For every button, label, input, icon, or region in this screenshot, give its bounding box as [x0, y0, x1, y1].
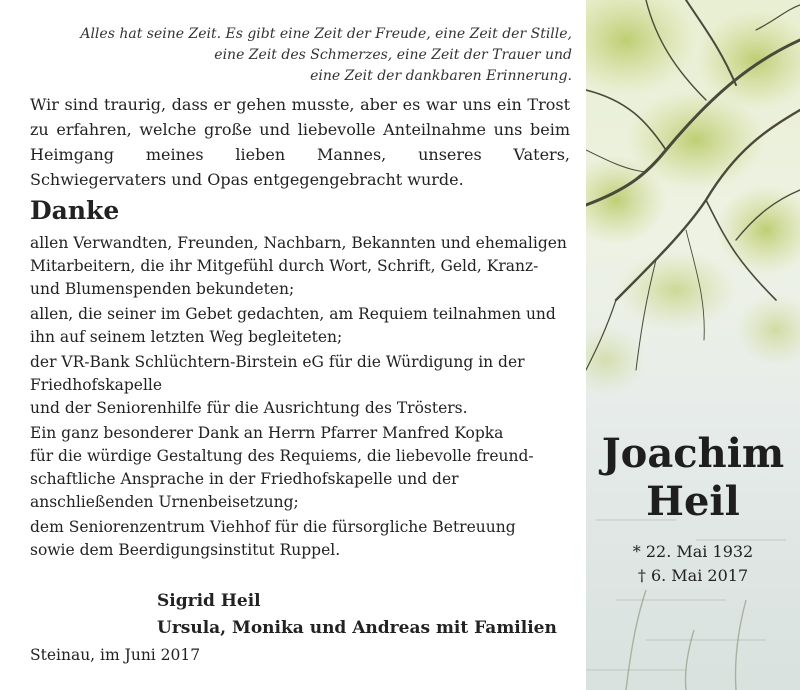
- thanks-line: dem Seniorenzentrum Viehhof für die fürsorgliche Betreuung: [30, 518, 516, 536]
- deceased-first-name: Joachim: [601, 430, 785, 477]
- tree-lake-image: [586, 0, 800, 690]
- thanks-list: [30, 232, 580, 564]
- thanks-paragraph: [30, 516, 580, 562]
- thanks-line: schaftliche Ansprache in der Friedhofskapelle und der: [30, 470, 459, 488]
- thanks-line: für die würdige Gestaltung des Requiems, die liebevolle freund-: [30, 447, 534, 465]
- place-date: Steinau, im Juni 2017: [30, 646, 201, 664]
- thanks-line: Ein ganz besonderer Dank an Herrn Pfarrer Manfred Kopka: [30, 424, 504, 442]
- thanks-heading: Danke: [30, 196, 120, 225]
- quote-line: Alles hat seine Zeit. Es gibt eine Zeit der Freude, eine Zeit der Stille,: [80, 26, 572, 42]
- thanks-line: und Blumenspenden bekundeten;: [30, 280, 295, 298]
- signature-line: Ursula, Monika und Andreas mit Familien: [157, 618, 557, 638]
- signature-line: Sigrid Heil: [157, 591, 261, 611]
- death-date: † 6. Mai 2017: [637, 566, 749, 585]
- thanks-line: sowie dem Beerdigungsinstitut Ruppel.: [30, 541, 341, 559]
- thanks-line: der VR-Bank Schlüchtern-Birstein eG für die Würdigung in der: [30, 353, 525, 371]
- quote: [32, 24, 572, 87]
- intro-paragraph: Wir sind traurig, dass er gehen musste, aber es war uns ein Trost zu erfahren, welche große und liebevolle Anteilnahme uns beim Heimgang meines lieben Mannes, unseres Vaters, Schwiegervaters und Opas entgegengebracht wurde.: [30, 95, 570, 189]
- birth-date: * 22. Mai 1932: [632, 542, 754, 561]
- thanks-line: ihn auf seinem letzten Weg begleiteten;: [30, 328, 343, 346]
- thanks-paragraph: [30, 232, 580, 301]
- deceased-last-name: Heil: [646, 478, 740, 525]
- quote-line: eine Zeit der dankbaren Erinnerung.: [310, 68, 572, 84]
- thanks-line: allen, die seiner im Gebet gedachten, am Requiem teilnahmen und: [30, 305, 556, 323]
- thanks-paragraph: [30, 422, 580, 514]
- thanks-line: allen Verwandten, Freunden, Nachbarn, Bekannten und ehemaligen: [30, 234, 567, 252]
- thanks-line: Friedhofskapelle: [30, 376, 163, 394]
- thanks-paragraph: [30, 303, 580, 349]
- quote-line: eine Zeit des Schmerzes, eine Zeit der Trauer und: [214, 47, 572, 63]
- signatures: [157, 588, 557, 642]
- thanks-paragraph: [30, 351, 580, 420]
- thanks-line: und der Seniorenhilfe für die Ausrichtung des Trösters.: [30, 399, 468, 417]
- thanks-line: anschließenden Urnenbeisetzung;: [30, 493, 299, 511]
- thanks-line: Mitarbeitern, die ihr Mitgefühl durch Wort, Schrift, Geld, Kranz-: [30, 257, 539, 275]
- photo-panel: [586, 0, 800, 690]
